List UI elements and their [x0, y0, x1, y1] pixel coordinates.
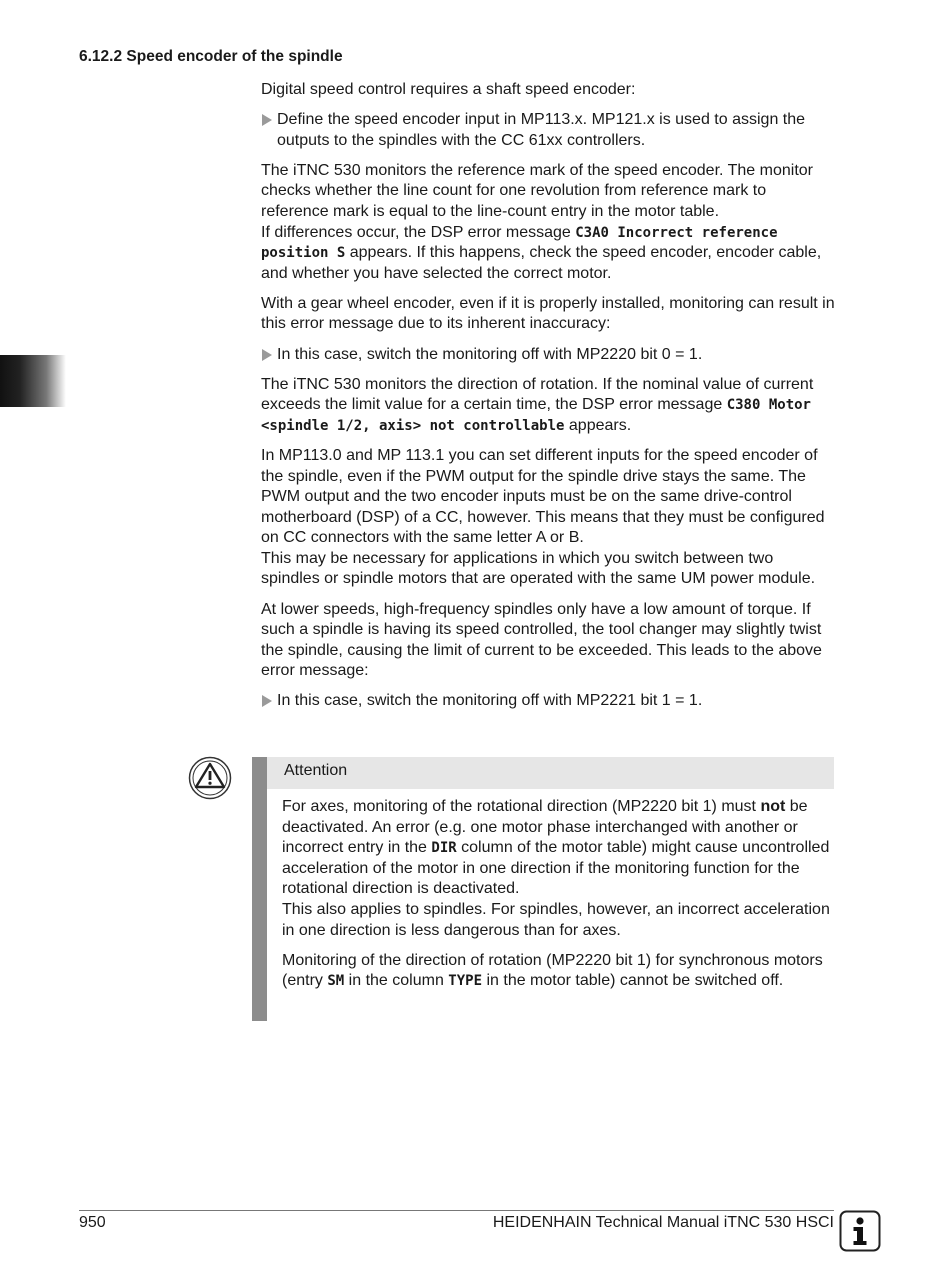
- footer-rule: [79, 1210, 834, 1211]
- paragraph-text: If differences occur, the DSP error message: [261, 223, 571, 241]
- triangle-bullet-icon: [262, 349, 272, 361]
- bullet-text: In this case, switch the monitoring off with MP2221 bit 1 = 1.: [277, 692, 703, 710]
- error-code: C3A0 Incorrect reference position S: [261, 224, 778, 262]
- bullet-item-1: [261, 110, 836, 151]
- column-code: DIR: [431, 840, 457, 857]
- footer-title: HEIDENHAIN Technical Manual iTNC 530 HSCI: [492, 1214, 834, 1231]
- bullet-text: In this case, switch the monitoring off with MP2220 bit 0 = 1.: [277, 345, 703, 363]
- warning-icon: [188, 756, 232, 800]
- attention-body: [282, 797, 834, 1001]
- column-code: TYPE: [448, 973, 483, 990]
- triangle-bullet-icon: [262, 695, 272, 707]
- gear-wheel-paragraph: With a gear wheel encoder, even if it is properly installed, monitoring can result in this error message due to its inherent inaccuracy:: [261, 294, 835, 333]
- emphasis-text: not: [760, 798, 786, 815]
- rotation-direction-paragraph: [261, 375, 836, 437]
- attention-paragraph-1: [282, 797, 834, 941]
- paragraph-text: in the column: [348, 972, 444, 990]
- section-heading: 6.12.2 Speed encoder of the spindle: [79, 48, 343, 65]
- paragraph-text: The iTNC 530 monitors the direction of rotation. If the nominal value of current exceeds the limit value for a certain time, the DSP error message: [261, 375, 814, 414]
- attention-header: Attention: [267, 757, 834, 789]
- paragraph-text: For axes, monitoring of the rotational direction (MP2220 bit 1) must: [282, 798, 756, 815]
- triangle-bullet-icon: [262, 114, 272, 126]
- error-code: C380 Motor <spindle 1/2, axis> not controllable: [261, 397, 811, 434]
- paragraph-text: This also applies to spindles. For spindles, however, an incorrect acceleration in one direction is less dangerous than for axes.: [282, 900, 830, 939]
- page-number: 950: [79, 1214, 106, 1231]
- paragraph-text: in the motor table) cannot be switched off.: [486, 972, 784, 990]
- high-frequency-paragraph: At lower speeds, high-frequency spindles only have a low amount of torque. If such a spindle is having its speed controlled, the tool changer may slightly twist the spindle, causing the limit of current to be exceeded. This leads to the above error message:: [261, 600, 822, 680]
- paragraph-text: Monitoring of the direction of rotation (MP2220 bit 1) for synchronous motors (entry: [282, 951, 823, 990]
- paragraph-text: In MP113.0 and MP 113.1 you can set different inputs for the speed encoder of the spindle, even if the PWM output for the spindle drive stays the same. The PWM output and the two encoder inputs must be on the same drive-control motherboard (DSP) of a CC, however. This means that they must be configured on CC connectors with the same letter A or B.: [261, 446, 825, 547]
- bullet-item-2: [261, 345, 836, 366]
- main-content: [261, 80, 836, 722]
- chapter-tab-marker: [0, 355, 66, 407]
- paragraph-text: This may be necessary for applications in which you switch between two spindles or spindle motors that are operated with the same UM power module.: [261, 549, 816, 588]
- encoder-inputs-paragraph: [261, 446, 836, 590]
- intro-paragraph: Digital speed control requires a shaft speed encoder:: [261, 81, 636, 98]
- info-icon[interactable]: [839, 1210, 881, 1252]
- attention-paragraph-2: [282, 951, 834, 992]
- attention-sidebar: [252, 757, 267, 1021]
- paragraph-text: column of the motor table) might cause uncontrolled acceleration of the motor in one direction if the monitoring function for the rotational direction is deactivated.: [282, 839, 830, 898]
- bullet-text: Define the speed encoder input in MP113.x. MP121.x is used to assign the outputs to the spindles with the CC 61xx controllers.: [277, 111, 806, 149]
- paragraph-text: appears. If this happens, check the speed encoder, encoder cable, and whether you have selected the correct motor.: [261, 244, 822, 282]
- entry-code: SM: [327, 973, 345, 990]
- bullet-item-3: [261, 691, 836, 712]
- paragraph-text: The iTNC 530 monitors the reference mark of the speed encoder. The monitor checks whether the line count for one revolution from reference mark to reference mark is equal to the line-count entry in the motor table.: [261, 161, 813, 220]
- paragraph-text: be deactivated. An error (e.g. one motor phase interchanged with another or incorrect entry in the: [282, 798, 808, 857]
- paragraph-text: appears.: [568, 416, 632, 434]
- reference-mark-paragraph: [261, 161, 836, 285]
